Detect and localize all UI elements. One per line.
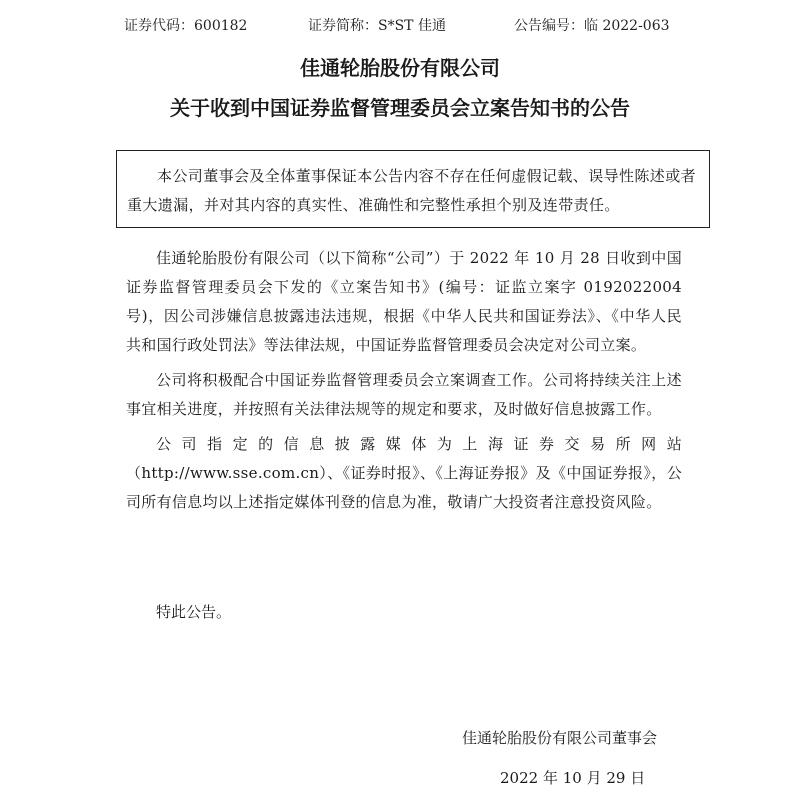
body-paragraph: 佳通轮胎股份有限公司（以下简称“公司”）于 2022 年 10 月 28 日收到中国证券监督管理委员会下发的《立案告知书》(编号：证监立案字 0192022004 号)，因公司涉嫌信息披露违法违规，根据《中华人民共和国证券法》、《中华人民共和国行政处罚法》等法律法规，中国证券监督管理委员会决定对公司立案。: [126, 249, 682, 354]
header-row: [120, 14, 680, 38]
company-title: 佳通轮胎股份有限公司: [300, 56, 500, 80]
signer: 佳通轮胎股份有限公司董事会: [462, 729, 658, 747]
stock-abbreviation: 证券简称：S*ST 佳通: [308, 18, 446, 34]
closing-statement: 特此公告。: [156, 603, 232, 621]
announcement-title: 关于收到中国证券监督管理委员会立案告知书的公告: [170, 96, 630, 120]
notice-number: 公告编号：临 2022-063: [514, 18, 670, 34]
stock-code: 证券代码：600182: [124, 18, 248, 34]
announcement-date: 2022 年 10 月 29 日: [500, 769, 646, 787]
disclaimer-box: 本公司董事会及全体董事保证本公告内容不存在任何虚假记载、误导性陈述或者重大遗漏，并对其内容的真实性、准确性和完整性承担个别及连带责任。: [116, 150, 710, 228]
announcement-body: [126, 244, 682, 523]
body-paragraph: 公司将积极配合中国证券监督管理委员会立案调查工作。公司将持续关注上述事宜相关进度，并按照有关法律法规等的规定和要求，及时做好信息披露工作。: [126, 371, 682, 418]
body-paragraph: 公司指定的信息披露媒体为上海证券交易所网站（http://www.sse.com.cn）、《证券时报》、《上海证券报》及《中国证券报》，公司所有信息均以上述指定媒体刊登的信息为准，敬请广大投资者注意投资风险。: [126, 435, 682, 511]
